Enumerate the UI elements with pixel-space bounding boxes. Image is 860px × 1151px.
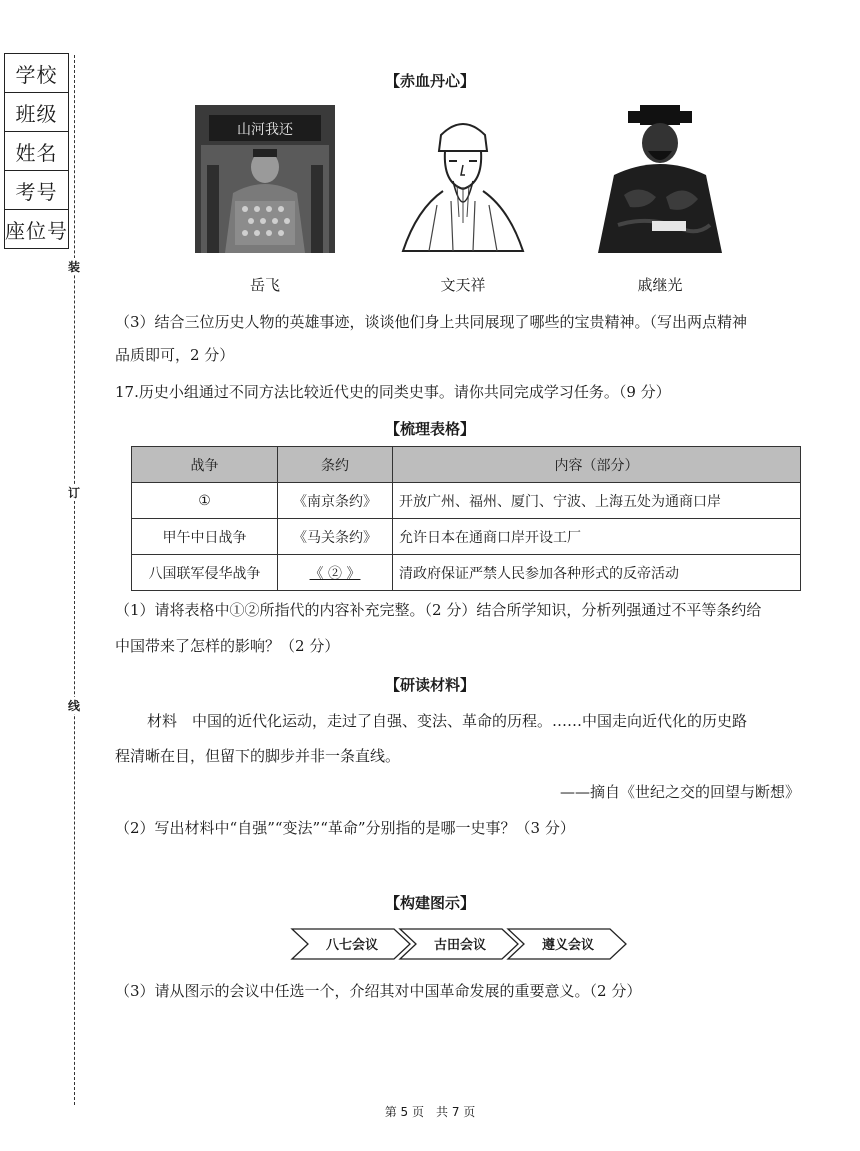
binding-char-xian: 线 xyxy=(67,699,80,713)
meeting-flow-diagram xyxy=(290,925,630,963)
section-title-diagram: 【构建图示】 xyxy=(384,894,475,912)
section-title-material: 【研读材料】 xyxy=(384,676,475,694)
question-17-1-line1: （1）请将表格中①②所指代的内容补充完整。（2 分）结合所学知识，分析列强通过不平等条约给 xyxy=(115,601,762,619)
table-header-content: 内容（部分） xyxy=(393,447,801,483)
table-cell: 允许日本在通商口岸开设工厂 xyxy=(393,519,801,555)
caption-yue-fei: 岳飞 xyxy=(249,276,280,294)
caption-wen-tianxiang: 文天祥 xyxy=(440,276,486,294)
table-cell-blank: 《 ② 》 xyxy=(278,555,393,591)
flow-label-zunyi: 遵义会议 xyxy=(541,938,594,953)
table-header-treaty: 条约 xyxy=(278,447,393,483)
page-footer: 第 5 页 共 7 页 xyxy=(384,1105,476,1119)
question-17-3: （3）请从图示的会议中任选一个，介绍其对中国革命发展的重要意义。（2 分） xyxy=(115,982,642,1000)
table-header-war: 战争 xyxy=(132,447,278,483)
table-cell: 《马关条约》 xyxy=(278,519,393,555)
table-row xyxy=(132,483,801,519)
table-cell: 甲午中日战争 xyxy=(132,519,278,555)
material-source: ——摘自《世纪之交的回望与断想》 xyxy=(559,783,800,801)
seat-number-field: 座位号 xyxy=(5,218,68,243)
school-field: 学校 xyxy=(5,54,68,93)
question-3-line2: 品质即可，2 分） xyxy=(115,346,235,364)
name-field: 姓名 xyxy=(5,132,68,171)
table-cell: ① xyxy=(132,483,278,519)
table-cell: 清政府保证严禁人民参加各种形式的反帝活动 xyxy=(393,555,801,591)
binding-dashed-line xyxy=(74,55,75,1105)
table-cell: 《南京条约》 xyxy=(278,483,393,519)
question-3-line1: （3）结合三位历史人物的英雄事迹，谈谈他们身上共同展现了哪些的宝贵精神。（写出两点精神 xyxy=(115,313,748,331)
material-line2: 程清晰在目，但留下的脚步并非一条直线。 xyxy=(115,747,401,765)
table-cell: 八国联军侵华战争 xyxy=(132,555,278,591)
section-title-table: 【梳理表格】 xyxy=(384,420,475,438)
section-title-chixuedanxin: 【赤血丹心】 xyxy=(384,72,475,90)
table-header-row xyxy=(132,447,801,483)
question-17-intro: 17.历史小组通过不同方法比较近代史的同类史事。请你共同完成学习任务。（9 分） xyxy=(115,383,671,401)
question-17-2: （2）写出材料中“自强”“变法”“革命”分别指的是哪一史事？（3 分） xyxy=(115,819,575,837)
flow-label-baqi: 八七会议 xyxy=(325,938,378,953)
question-17-1-line2: 中国带来了怎样的影响？（2 分） xyxy=(115,637,340,655)
flow-label-gutian: 古田会议 xyxy=(433,938,486,953)
caption-qi-jiguang: 戚继光 xyxy=(637,276,683,294)
portrait-banner-text: 山河我还 xyxy=(237,122,293,138)
table-row xyxy=(132,519,801,555)
table-cell: 开放广州、福州、厦门、宁波、上海五处为通商口岸 xyxy=(393,483,801,519)
wen-tianxiang-portrait xyxy=(393,105,533,253)
table-row xyxy=(132,555,801,591)
exam-number-field: 考号 xyxy=(5,171,68,210)
material-line1: 材料 中国的近代化运动，走过了自强、变法、革命的历程。……中国走向近代化的历史路 xyxy=(147,712,748,730)
class-field: 班级 xyxy=(5,93,68,132)
yue-fei-portrait xyxy=(195,105,335,253)
binding-char-ding: 订 xyxy=(67,486,80,500)
treaty-table xyxy=(131,446,801,591)
binding-char-zhuang: 装 xyxy=(67,260,80,274)
qi-jiguang-portrait xyxy=(590,105,730,253)
